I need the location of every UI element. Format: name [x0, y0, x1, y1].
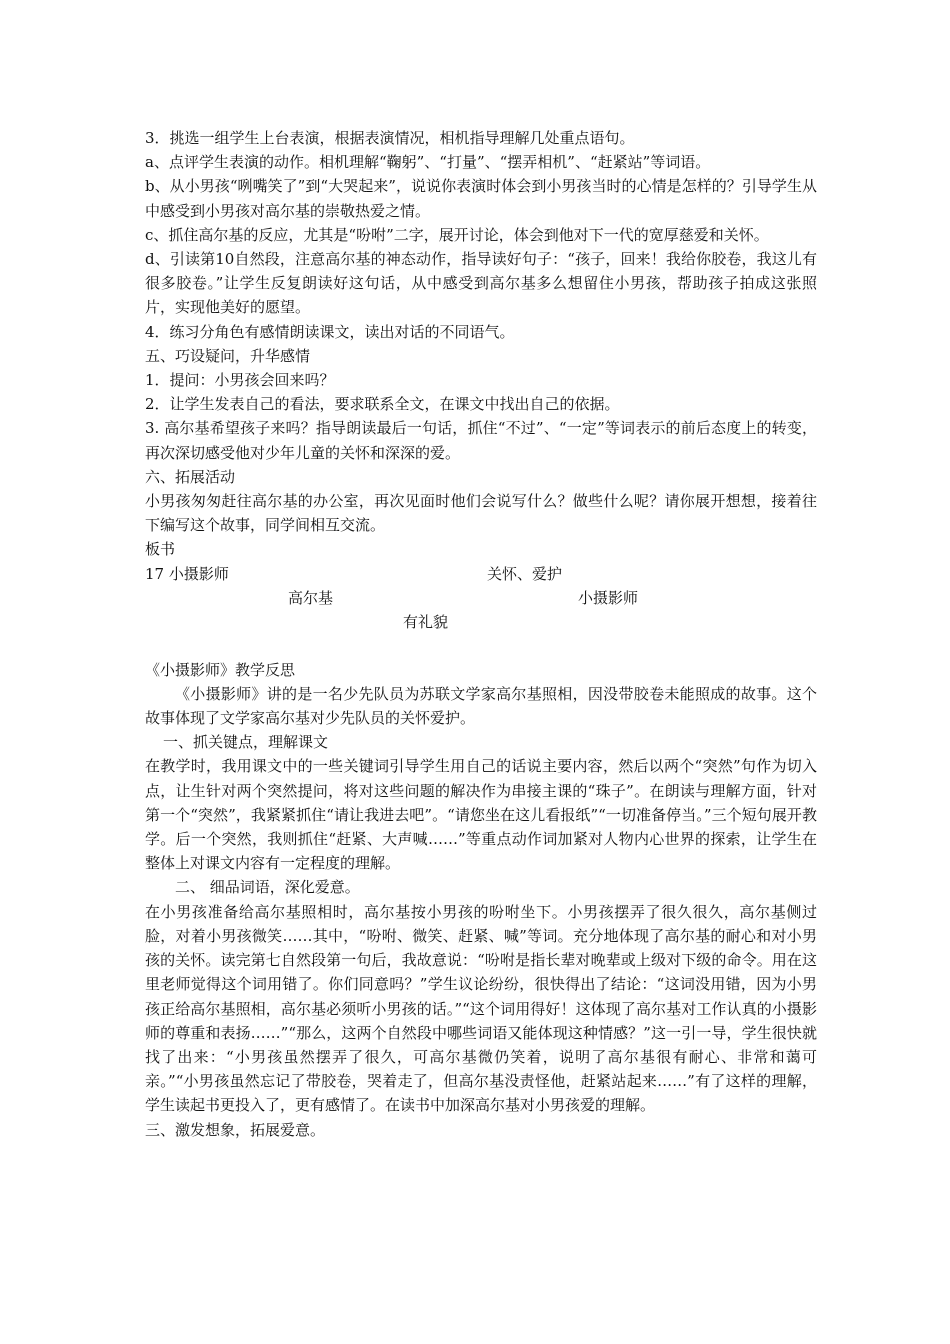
board-title: 17 小摄影师: [145, 564, 229, 583]
section-5-item-2: 2．让学生发表自己的看法，要求联系全文，在课文中找出自己的依据。: [145, 395, 620, 414]
board-polite: 有礼貌: [403, 612, 449, 631]
reflection-title: 《小摄影师》教学反思: [145, 660, 296, 679]
section-5-item-1: 1．提问：小男孩会回来吗？: [145, 371, 335, 390]
step-3c: c、抓住高尔基的反应，尤其是“吩咐”二字，展开讨论，体会到他对下一代的宽厚慈爱和关怀。: [145, 225, 769, 244]
blackboard-layout: [145, 562, 817, 634]
section-6-title: 六、拓展活动: [145, 467, 236, 486]
section-5-item-3: 3. 高尔基希望孩子来吗？指导朗读最后一句话，抓住“不过”、“一定”等词表示的前后态度上的转变，再次深切感受他对少年儿童的关怀和深深的爱。: [145, 419, 817, 462]
step-3b: b、从小男孩“咧嘴笑了”到“大哭起来”，说说你表演时体会到小男孩当时的心情是怎样的？引导学生从中感受到小男孩对高尔基的崇敬热爱之情。: [145, 177, 817, 220]
reflection-intro: 《小摄影师》讲的是一名少先队员为苏联文学家高尔基照相，因没带胶卷未能照成的故事。这个故事体现了文学家高尔基对少先队员的关怀爱护。: [145, 684, 817, 728]
reflection-part-2-body: 在小男孩准备给高尔基照相时，高尔基按小男孩的吩咐坐下。小男孩摆弄了很久很久，高尔基侧过脸，对着小男孩微笑……其中，“吩咐、微笑、赶紧、喊”等词。充分地体现了高尔基的耐心和对小男孩的关怀。读完第七自然段第一句后，我故意说：“吩咐是指长辈对晚辈或上级对下级的命令。用在这里老师觉得这个词用错了。你们同意吗？”学生议论纷纷，很快得出了结论：“这词没用错，因为小男孩正给高尔基照相，高尔基必须听小男孩的话。”“这个词用得好！这体现了高尔基对工作认真的小摄影师的尊重和表扬……”“那么，这两个自然段中哪些词语又能体现这种情感？”这一引一导，学生很快就找了出来：“小男孩虽然摆弄了很久，可高尔基微仍笑着，说明了高尔基很有耐心、非常和蔼可亲。”“小男孩虽然忘记了带胶卷，哭着走了，但高尔基没责怪他，赶紧站起来……”有了这样的理解，学生读起书更投入了，更有感情了。在读书中加深高尔基对小男孩爱的理解。: [145, 902, 817, 1115]
reflection-part-1-body: 在教学时，我用课文中的一些关键词引导学生用自己的话说主要内容，然后以两个“突然”句作为切入点，让生针对两个突然提问，将对这些问题的解决作为串接主课的“珠子”。在朗读与理解方面，针对第一个“突然”，我紧紧抓住“请让我进去吧”。“请您坐在这儿看报纸”“一切准备停当。”三个短句展开教学。后一个突然，我则抓住“赶紧、大声喊……”等重点动作词加紧对人物内心世界的探索，让学生在整体上对课文内容有一定程度的理解。: [145, 757, 817, 873]
blank-line: [145, 634, 817, 658]
board-photographer: 小摄影师: [578, 588, 639, 607]
step-3a: a、点评学生表演的动作。相机理解“鞠躬”、“打量”、“摆弄相机”、“赶紧站”等词语。: [145, 153, 711, 172]
board-label: 板书: [145, 540, 176, 559]
section-6-body: 小男孩匆匆赶往高尔基的办公室，再次见面时他们会说写什么？做些什么呢？请你展开想想，接着往下编写这个故事，同学间相互交流。: [145, 492, 817, 535]
board-gorky: 高尔基: [288, 588, 334, 607]
document-page: [145, 126, 817, 1142]
step-3d: d、引读第10自然段，注意高尔基的神态动作，指导读好句子：“孩子，回来！我给你胶卷，我这儿有很多胶卷。”让学生反复朗读好这句话，从中感受到高尔基多么想留住小男孩，帮助孩子拍成这张照片，实现他美好的愿望。: [145, 250, 817, 317]
step-4: 4．练习分角色有感情朗读课文，读出对话的不同语气。: [145, 322, 515, 341]
board-care: 关怀、爱护: [487, 564, 563, 583]
reflection-part-3-title: 三、激发想象，拓展爱意。: [145, 1120, 326, 1139]
step-3: 3．挑选一组学生上台表演，根据表演情况，相机指导理解几处重点语句。: [145, 129, 635, 147]
section-5-title: 五、巧设疑问，升华感情: [145, 346, 311, 365]
reflection-part-1-title: 一、抓关键点，理解课文: [163, 733, 329, 752]
reflection-part-2-title: 二、 细品词语，深化爱意。: [175, 878, 360, 897]
